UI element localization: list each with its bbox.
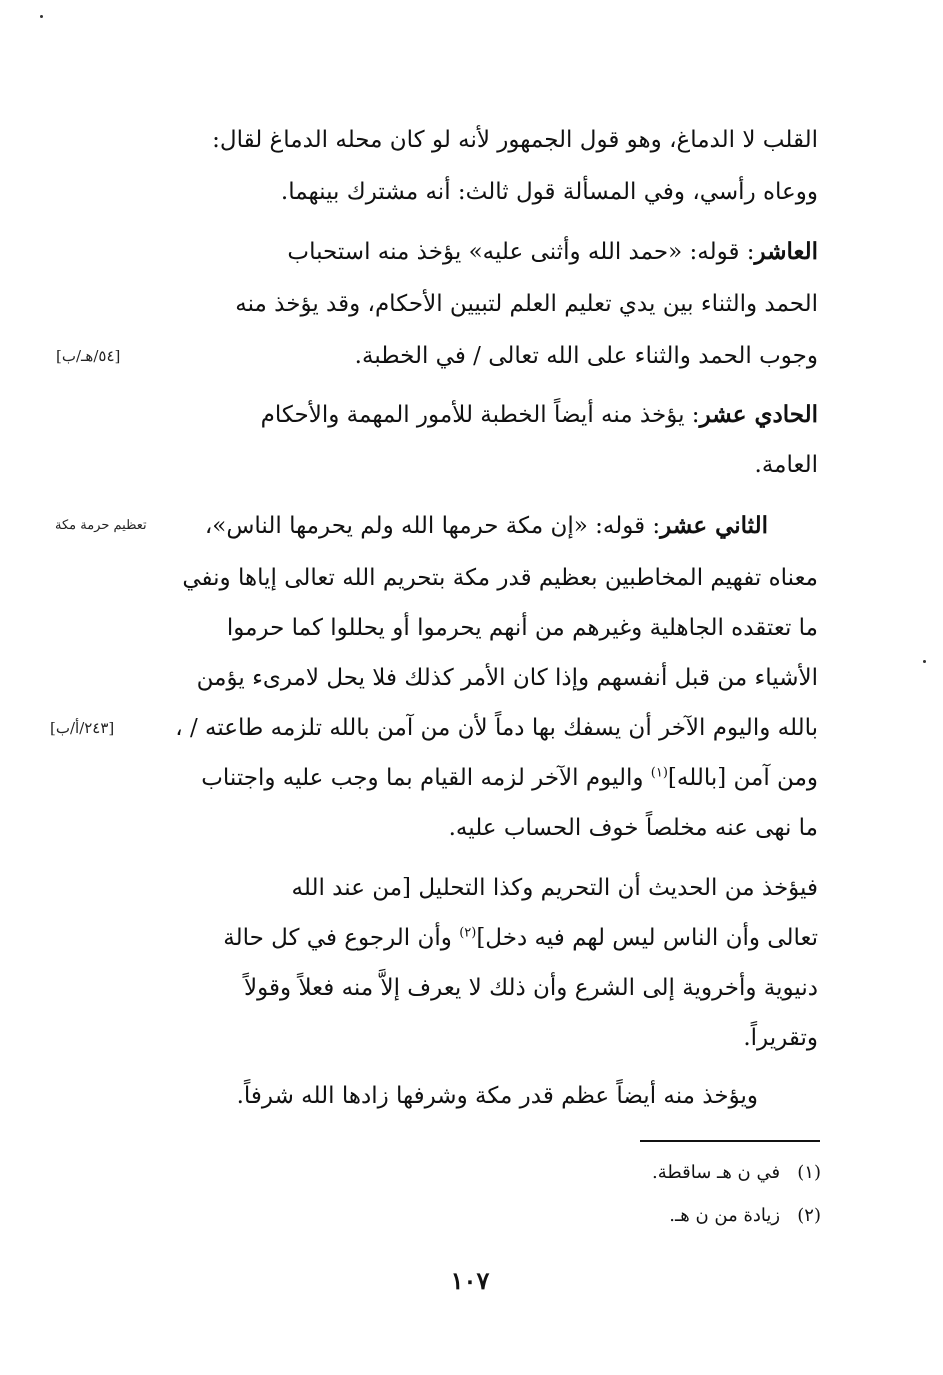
text-line: ما نهى عنه مخلصاً خوف الحساب عليه.: [448, 815, 818, 841]
text-line: [205, 504, 768, 548]
footnote-text: في ن هـ ساقطة.: [652, 1162, 781, 1183]
footnote: [669, 1203, 821, 1229]
paragraph-lead: الثاني عشر: [660, 512, 768, 539]
text-span: ومن آمن [بالله]: [667, 765, 818, 791]
text-line: القلب لا الدماغ، وهو قول الجمهور لأنه لو كان محله الدماغ لقال:: [212, 127, 818, 153]
text-line: دنيوية وأخروية إلى الشرع وأن ذلك لا يعرف إلاَّ منه فعلاً وقولاً: [244, 975, 818, 1001]
margin-folio-note: [٥٤/هـ/ب]: [56, 347, 121, 365]
paragraph-lead: العاشر: [754, 238, 818, 265]
paragraph-lead: الحادي عشر: [699, 401, 818, 428]
text-span: : قوله: «إن مكة حرمها الله ولم يحرمها الناس»،: [204, 513, 661, 539]
text-span: وأن الرجوع في كل حالة: [223, 925, 460, 951]
text-line: بالله واليوم الآخر أن يسفك بها دماً لأن من آمن بالله تلزمه طاعته / ،: [175, 715, 818, 741]
text-span: : يؤخذ منه أيضاً الخطبة للأمور المهمة والأحكام: [260, 402, 700, 428]
margin-folio-note: [٢٤٣/أ/ب]: [50, 719, 115, 737]
text-line: العامة.: [754, 452, 818, 478]
text-span: : قوله: «حمد الله وأثنى عليه» يؤخذ منه استحباب: [287, 239, 755, 265]
text-span: تعالى وأن الناس ليس لهم فيه دخل]: [476, 925, 818, 951]
scan-speck: [923, 660, 926, 663]
text-line: ويؤخذ منه أيضاً عظم قدر مكة وشرفها زادها الله شرفاً.: [236, 1083, 758, 1109]
footnote-number: (٢): [797, 1205, 821, 1226]
text-line: [223, 916, 818, 960]
text-line: الأشياء من قبل أنفسهم وإذا كان الأمر كذلك فلا يحل لامرىء يؤمن: [196, 665, 818, 691]
text-line: [261, 393, 818, 437]
footnote-text: زيادة من ن هـ.: [669, 1205, 781, 1226]
text-line: فيؤخذ من الحديث أن التحريم وكذا التحليل [من عند الله: [291, 875, 818, 901]
margin-topic-note: تعظيم حرمة مكة: [55, 518, 147, 533]
text-line: وجوب الحمد والثناء على الله تعالى / في الخطبة.: [354, 343, 818, 369]
footnote-ref: (١): [650, 765, 668, 781]
text-line: ووعاه رأسي، وفي المسألة قول ثالث: أنه مشترك بينهما.: [280, 179, 818, 205]
footnote-separator: [640, 1140, 820, 1142]
scan-speck: [40, 15, 43, 18]
footnote: [652, 1160, 821, 1186]
footnote-ref: (٢): [459, 925, 477, 941]
page-number: ١٠٧: [450, 1266, 490, 1295]
text-line: [287, 230, 818, 274]
text-span: واليوم الآخر لزمه القيام بما وجب عليه واجتناب: [201, 765, 651, 791]
text-line: ما تعتقده الجاهلية وغيرهم من أنهم يحرموا أو يحللوا كما حرموا: [226, 615, 818, 641]
text-line: معناه تفهيم المخاطبين بعظيم قدر مكة بتحريم الله تعالى إياها ونفي: [182, 565, 818, 591]
text-line: الحمد والثناء بين يدي تعليم العلم لتبيين الأحكام، وقد يؤخذ منه: [235, 291, 818, 317]
text-line: [201, 756, 818, 800]
footnote-number: (١): [797, 1162, 821, 1183]
text-line: وتقريراً.: [743, 1025, 818, 1051]
